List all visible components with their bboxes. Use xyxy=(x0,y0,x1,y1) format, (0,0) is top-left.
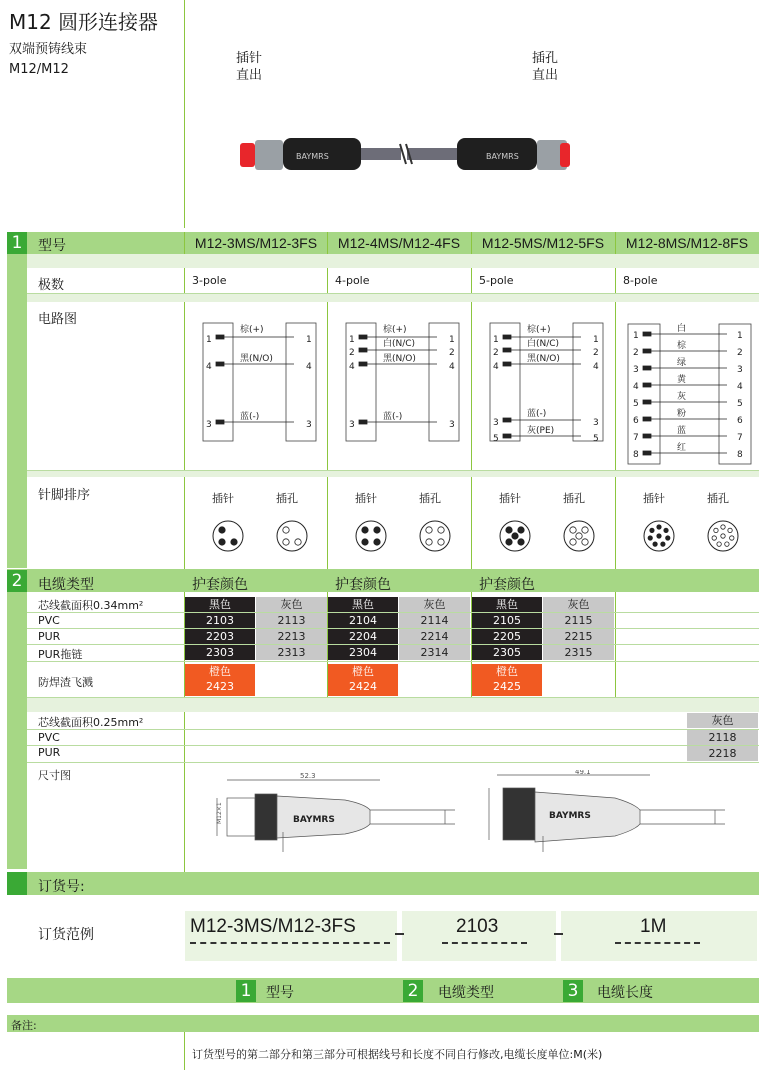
poles-3: 5-pole xyxy=(479,274,514,287)
left-strip xyxy=(7,254,27,568)
pinout-group xyxy=(629,490,759,562)
page-subtitle: 双端预铸线束 xyxy=(9,42,88,57)
poles-spacer xyxy=(27,254,759,268)
rule-025c xyxy=(27,762,759,763)
cable-row-label: PUR拖链 xyxy=(38,648,83,661)
svg-text:BAYMRS: BAYMRS xyxy=(293,815,335,825)
circuit-diagram-8pole xyxy=(625,318,753,466)
svg-text:M12×1: M12×1 xyxy=(216,802,223,824)
svg-text:49.1: 49.1 xyxy=(575,770,591,776)
svg-text:黑(N/O): 黑(N/O) xyxy=(527,354,560,364)
cable-code-black: 2105 xyxy=(472,613,542,628)
cable-code-gray: 2114 xyxy=(399,613,470,628)
section2-number: 2 xyxy=(7,570,27,592)
order-dashes-1 xyxy=(190,942,390,944)
black-header: 黑色 xyxy=(472,597,542,612)
circuit-spacer xyxy=(27,294,759,302)
cable-code-gray: 2313 xyxy=(256,645,327,660)
svg-text:1: 1 xyxy=(593,335,599,345)
model-2: M12-4MS/M12-4FS xyxy=(337,235,461,251)
poles-1: 3-pole xyxy=(192,274,227,287)
pin-number: 8 xyxy=(633,450,639,460)
model-1: M12-3MS/M12-3FS xyxy=(194,235,318,251)
svg-text:1: 1 xyxy=(349,335,355,345)
svg-text:1: 1 xyxy=(449,335,455,345)
cable-code-gray: 2115 xyxy=(543,613,614,628)
svg-text:3: 3 xyxy=(306,420,312,430)
poles-4: 8-pole xyxy=(623,274,658,287)
cable-code-black: 2203 xyxy=(185,629,255,644)
page-title: M12 圆形连接器 xyxy=(9,10,159,34)
pin-number: 4 xyxy=(737,382,743,392)
pin-number: 1 xyxy=(633,331,639,341)
rule-025a xyxy=(27,729,759,730)
wire-color: 白 xyxy=(677,324,687,334)
pinout-group xyxy=(341,490,471,562)
wire-color: 蓝 xyxy=(677,426,687,436)
svg-text:棕(+): 棕(+) xyxy=(527,325,551,335)
poles-2: 4-pole xyxy=(335,274,370,287)
circuit-label: 电路图 xyxy=(38,312,78,327)
gray-header-025: 灰色 xyxy=(687,713,758,728)
svg-text:4: 4 xyxy=(306,362,312,372)
cable-code-black: 2304 xyxy=(328,645,398,660)
cable-code-black: 2305 xyxy=(472,645,542,660)
pinout-female-label: 插孔 xyxy=(707,492,729,505)
area025-spacer xyxy=(27,698,759,712)
svg-text:蓝(-): 蓝(-) xyxy=(240,412,260,422)
pin-number: 1 xyxy=(737,331,743,341)
pur025-label: PUR xyxy=(38,746,61,759)
svg-text:2: 2 xyxy=(449,348,455,358)
female-label: 插孔 直出 xyxy=(532,51,559,83)
legend-label-2: 电缆类型 xyxy=(438,985,494,1001)
order-example-label: 订货范例 xyxy=(38,927,94,943)
svg-text:3: 3 xyxy=(493,418,499,428)
order-dashes-2 xyxy=(442,942,527,944)
svg-text:1: 1 xyxy=(206,335,212,345)
order-example-length: 1M xyxy=(640,916,667,937)
cable-code-gray: 2315 xyxy=(543,645,614,660)
pin-number: 7 xyxy=(633,433,639,443)
pin-number: 8 xyxy=(737,450,743,460)
gray-header: 灰色 xyxy=(543,597,614,612)
pin-number: 5 xyxy=(737,399,743,409)
pin-number: 6 xyxy=(737,416,743,426)
pin-number: 5 xyxy=(633,399,639,409)
cable-code-black: 2205 xyxy=(472,629,542,644)
pinout-female-label: 插孔 xyxy=(563,492,585,505)
row-rule xyxy=(27,612,759,613)
order-band xyxy=(7,872,759,895)
section1-label: 型号 xyxy=(38,238,66,254)
wire-color: 灰 xyxy=(677,392,687,402)
svg-text:4: 4 xyxy=(493,362,499,372)
svg-text:黑(N/O): 黑(N/O) xyxy=(383,354,416,364)
pinout-circles xyxy=(341,510,471,560)
section1-number: 1 xyxy=(7,232,27,254)
svg-text:3: 3 xyxy=(593,418,599,428)
cable-code-black: 2103 xyxy=(185,613,255,628)
pin-number: 3 xyxy=(737,365,743,375)
svg-text:4: 4 xyxy=(593,362,599,372)
svg-text:52.3: 52.3 xyxy=(300,772,316,780)
weld-code: 橙色 2425 xyxy=(472,664,542,696)
pin-number: 6 xyxy=(633,416,639,426)
svg-text:2: 2 xyxy=(493,348,499,358)
svg-text:棕(+): 棕(+) xyxy=(383,325,407,335)
pin-number: 2 xyxy=(737,348,743,358)
poles-label: 极数 xyxy=(38,278,65,293)
svg-text:3: 3 xyxy=(449,420,455,430)
svg-text:4: 4 xyxy=(349,362,355,372)
dim-label: 尺寸图 xyxy=(38,769,71,782)
svg-text:白(N/C): 白(N/C) xyxy=(383,339,416,349)
left-strip-2 xyxy=(7,592,27,869)
order-dashes-3 xyxy=(615,942,700,944)
legend-label-1: 型号 xyxy=(266,985,294,1001)
cable-image xyxy=(230,130,590,180)
cable-code-gray: 2213 xyxy=(256,629,327,644)
cable-code-black: 2303 xyxy=(185,645,255,660)
pinout-circles xyxy=(485,510,615,560)
pinout-group xyxy=(198,490,328,562)
svg-text:灰(PE): 灰(PE) xyxy=(527,426,555,436)
pinout-circles xyxy=(198,510,328,560)
cable-code-gray: 2113 xyxy=(256,613,327,628)
pin-number: 4 xyxy=(633,382,639,392)
pinout-group xyxy=(485,490,615,562)
pinout-male-label: 插针 xyxy=(355,492,377,505)
jacket-color-2: 护套颜色 xyxy=(335,577,391,593)
weld-code: 橙色 2423 xyxy=(185,664,255,696)
wire-color: 黄 xyxy=(677,375,687,385)
black-header: 黑色 xyxy=(328,597,398,612)
pin-number: 7 xyxy=(737,433,743,443)
pur025-value: 2218 xyxy=(687,746,758,761)
weld-code: 橙色 2424 xyxy=(328,664,398,696)
cable-code-gray: 2314 xyxy=(399,645,470,660)
pinout-label: 针脚排序 xyxy=(38,488,91,503)
pinout-female-label: 插孔 xyxy=(419,492,441,505)
cable-row-label: PUR xyxy=(38,630,61,643)
order-example-cable: 2103 xyxy=(456,916,499,937)
cable-code-black: 2204 xyxy=(328,629,398,644)
row-rule xyxy=(27,661,759,662)
order-sep-2 xyxy=(554,933,563,935)
svg-text:1: 1 xyxy=(493,335,499,345)
area025-label: 芯线截面积0.25mm² xyxy=(38,716,144,729)
pinout-male-label: 插针 xyxy=(212,492,234,505)
page-model: M12/M12 xyxy=(9,62,69,77)
cable-code-gray: 2214 xyxy=(399,629,470,644)
rule-025b xyxy=(27,745,759,746)
svg-text:蓝(-): 蓝(-) xyxy=(383,412,403,422)
col-divider-0 xyxy=(184,232,185,872)
wire-color: 棕 xyxy=(677,341,687,351)
pinout-spacer xyxy=(27,471,759,477)
weld-label: 防焊渣飞溅 xyxy=(38,676,93,689)
wire-color: 红 xyxy=(677,443,687,453)
pvc025-value: 2118 xyxy=(687,730,758,745)
svg-text:2: 2 xyxy=(349,348,355,358)
model-3: M12-5MS/M12-5FS xyxy=(481,235,605,251)
pin-number: 3 xyxy=(633,365,639,375)
svg-text:5: 5 xyxy=(593,434,599,444)
cable-code-gray: 2215 xyxy=(543,629,614,644)
svg-text:蓝(-): 蓝(-) xyxy=(527,409,547,419)
pinout-male-label: 插针 xyxy=(643,492,665,505)
pinout-female-label: 插孔 xyxy=(276,492,298,505)
svg-text:2: 2 xyxy=(593,348,599,358)
legend-label-3: 电缆长度 xyxy=(597,985,653,1001)
order-example-model: M12-3MS/M12-3FS xyxy=(190,916,356,937)
wire-color: 粉 xyxy=(677,409,687,419)
dimension-drawing-male xyxy=(205,770,465,865)
notes-label: 备注: xyxy=(11,1019,37,1032)
jacket-color-3: 护套颜色 xyxy=(479,577,535,593)
legend-num-3: 3 xyxy=(563,980,583,1002)
svg-text:BAYMRS: BAYMRS xyxy=(549,811,591,821)
row-rule xyxy=(27,628,759,629)
order-number-box xyxy=(7,872,27,895)
circuit-diagram-3pole xyxy=(198,318,318,448)
svg-text:BAYMRS: BAYMRS xyxy=(486,152,519,161)
area034-label: 芯线截面积0.34mm² xyxy=(38,599,144,612)
pinout-circles xyxy=(629,510,759,560)
legend-num-1: 1 xyxy=(236,980,256,1002)
svg-text:3: 3 xyxy=(206,420,212,430)
svg-text:3: 3 xyxy=(349,420,355,430)
cable-row-label: PVC xyxy=(38,614,60,627)
black-header: 黑色 xyxy=(185,597,255,612)
model-4: M12-8MS/M12-8FS xyxy=(625,235,749,251)
jacket-color-1: 护套颜色 xyxy=(192,577,248,593)
gray-header: 灰色 xyxy=(256,597,327,612)
row-rule xyxy=(27,644,759,645)
legend-num-2: 2 xyxy=(403,980,423,1002)
header-divider xyxy=(184,0,185,228)
pin-number: 2 xyxy=(633,348,639,358)
notes-text: 订货型号的第二部分和第三部分可根据线号和长度不同自行修改,电缆长度单位:M(米) xyxy=(192,1048,603,1061)
order-title: 订货号: xyxy=(38,879,85,895)
svg-text:棕(+): 棕(+) xyxy=(240,325,264,335)
notes-band xyxy=(7,1015,759,1032)
section2-label: 电缆类型 xyxy=(38,577,94,593)
male-label: 插针 直出 xyxy=(236,51,263,83)
svg-text:5: 5 xyxy=(493,434,499,444)
notes-divider xyxy=(184,1032,185,1070)
circuit-diagram-4pole xyxy=(341,318,461,448)
pvc025-label: PVC xyxy=(38,731,60,744)
svg-text:4: 4 xyxy=(449,362,455,372)
dimension-drawing-female xyxy=(475,770,735,865)
circuit-diagram-5pole xyxy=(485,318,605,448)
svg-text:4: 4 xyxy=(206,362,212,372)
svg-text:白(N/C): 白(N/C) xyxy=(527,339,560,349)
order-sep-1 xyxy=(395,933,404,935)
cable-code-black: 2104 xyxy=(328,613,398,628)
gray-header: 灰色 xyxy=(399,597,470,612)
wire-color: 绿 xyxy=(677,358,687,368)
svg-text:1: 1 xyxy=(306,335,312,345)
svg-text:黑(N/O): 黑(N/O) xyxy=(240,354,273,364)
pinout-male-label: 插针 xyxy=(499,492,521,505)
svg-text:BAYMRS: BAYMRS xyxy=(296,152,329,161)
